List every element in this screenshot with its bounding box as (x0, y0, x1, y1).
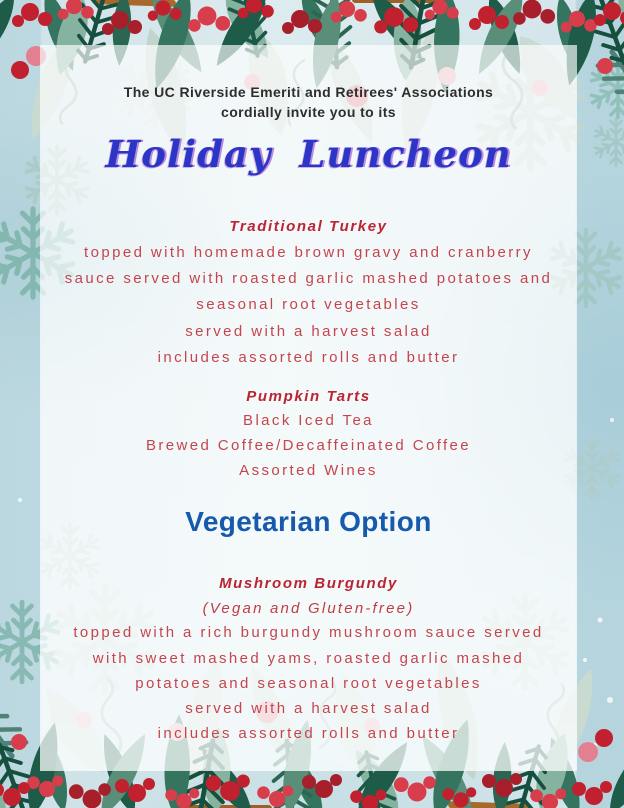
mushroom-subheading: (Vegan and Gluten-free) (202, 600, 415, 617)
turkey-desc-line: includes assorted rolls and butter (157, 349, 460, 366)
mushroom-desc-line: potatoes and seasonal root vegetables (135, 675, 482, 692)
mushroom-desc-line: served with a harvest salad (185, 700, 432, 717)
turkey-desc-line: served with a harvest salad (185, 323, 432, 340)
mushroom-desc-line: includes assorted rolls and butter (157, 725, 460, 742)
beverage-item: Black Iced Tea (243, 412, 374, 429)
turkey-desc-line: sauce served with roasted garlic mashed potatoes and (64, 270, 553, 287)
mushroom-heading: Mushroom Burgundy (219, 575, 398, 592)
event-title: Holiday Luncheon (105, 132, 512, 176)
invite-header-line1: The UC Riverside Emeriti and Retirees' Associations (123, 84, 494, 100)
vegetarian-section-heading: Vegetarian Option (185, 506, 432, 537)
turkey-desc-line: topped with homemade brown gravy and cranberry (84, 244, 533, 261)
beverage-item: Brewed Coffee/Decaffeinated Coffee (145, 437, 472, 454)
turkey-desc-line: seasonal root vegetables (196, 296, 421, 313)
beverage-item: Assorted Wines (239, 462, 378, 479)
dessert-heading: Pumpkin Tarts (246, 388, 371, 405)
turkey-heading: Traditional Turkey (229, 218, 388, 235)
invite-header-line2: cordially invite you to its (221, 104, 396, 120)
mushroom-desc-line: topped with a rich burgundy mushroom sauce served (73, 624, 544, 641)
mushroom-desc-line: with sweet mashed yams, roasted garlic mashed (92, 650, 525, 667)
